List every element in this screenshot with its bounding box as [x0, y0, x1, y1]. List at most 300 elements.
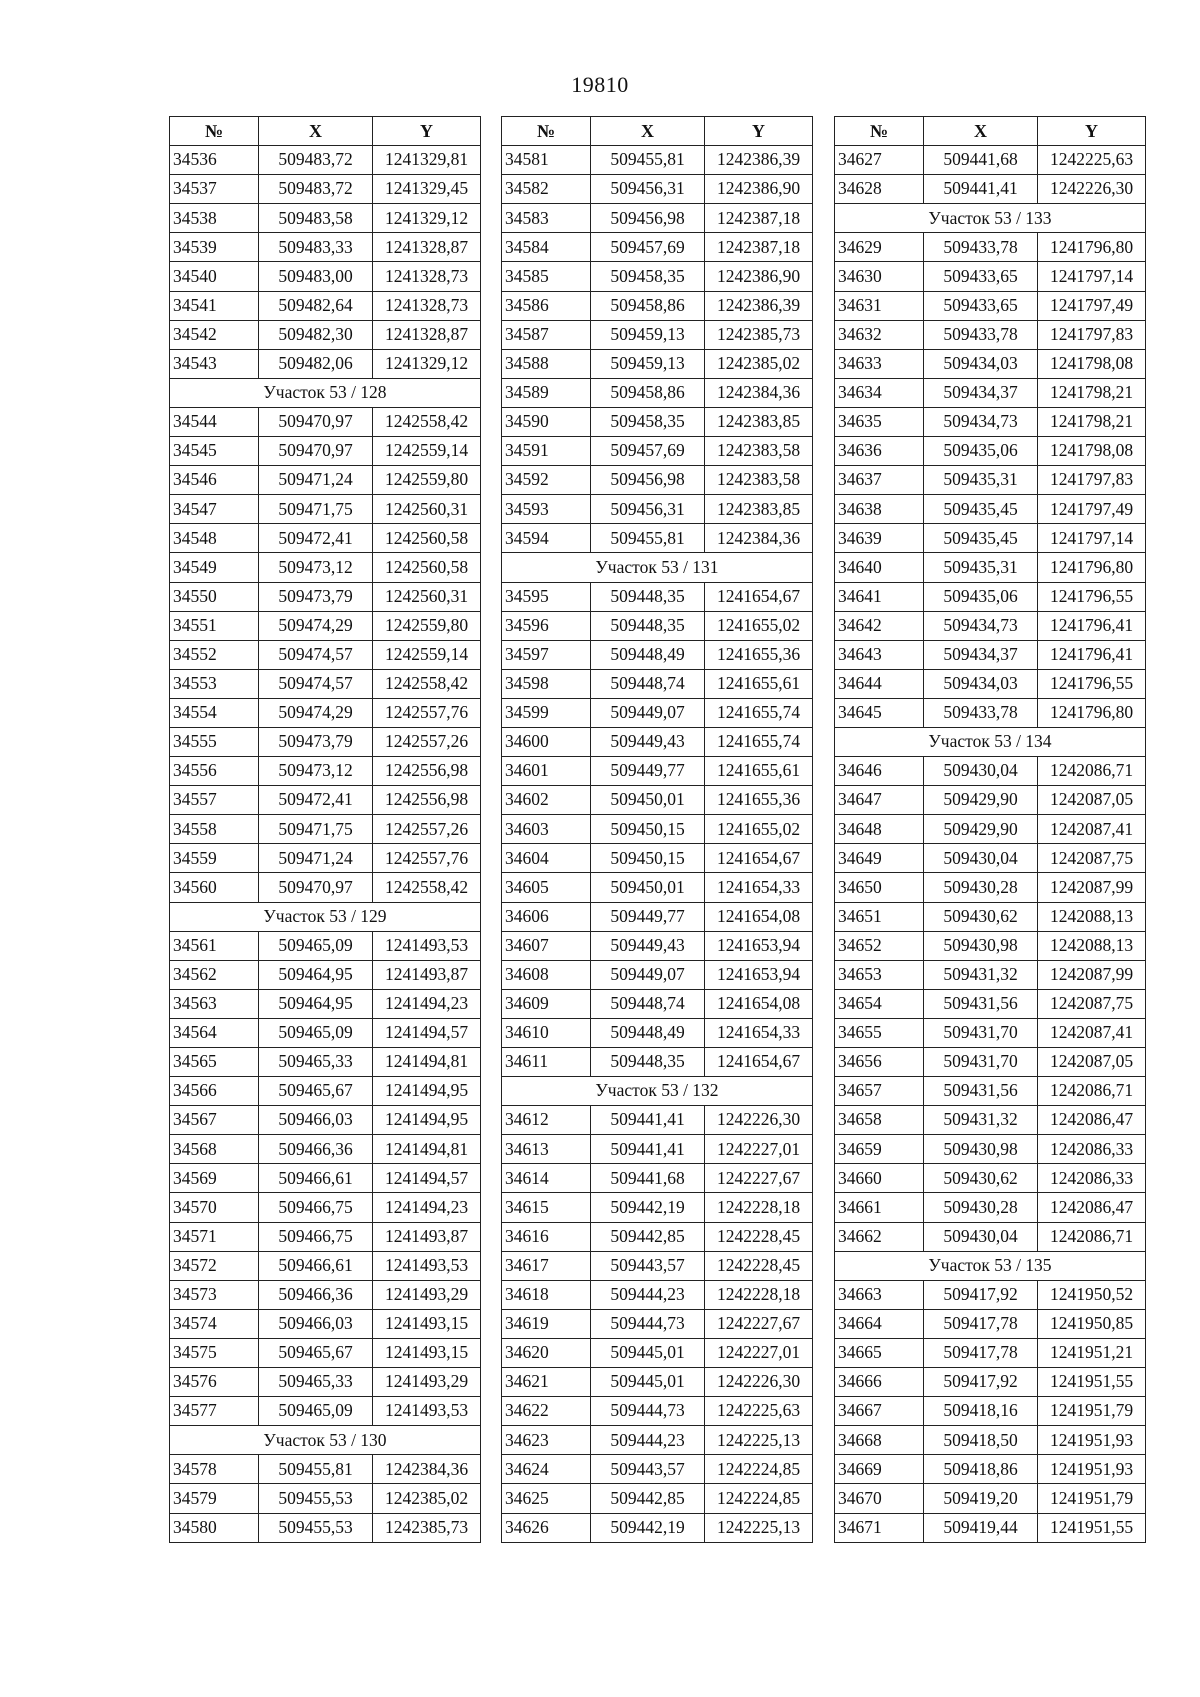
- x-coordinate-cell: 509450,15: [591, 844, 705, 873]
- point-number-cell: 34650: [835, 873, 924, 902]
- point-number-cell: 34554: [170, 698, 259, 727]
- y-coordinate-cell: 1241494,95: [373, 1106, 481, 1135]
- point-number-cell: 34591: [502, 437, 591, 466]
- x-coordinate-cell: 509465,67: [259, 1338, 373, 1367]
- x-coordinate-cell: 509449,07: [591, 698, 705, 727]
- table-row: [170, 669, 481, 698]
- point-number-cell: 34601: [502, 757, 591, 786]
- table-row: [502, 204, 813, 233]
- table-row: [835, 320, 1146, 349]
- y-coordinate-cell: 1242383,58: [705, 466, 813, 495]
- point-number-cell: 34597: [502, 640, 591, 669]
- point-number-cell: 34624: [502, 1455, 591, 1484]
- table-row: [502, 349, 813, 378]
- y-coordinate-cell: 1242224,85: [705, 1484, 813, 1513]
- table-row: [170, 727, 481, 756]
- x-coordinate-cell: 509434,73: [924, 407, 1038, 436]
- y-coordinate-cell: 1241493,15: [373, 1338, 481, 1367]
- table-row: [835, 669, 1146, 698]
- y-coordinate-cell: 1241797,83: [1038, 320, 1146, 349]
- y-coordinate-cell: 1241328,73: [373, 291, 481, 320]
- point-number-cell: 34662: [835, 1222, 924, 1251]
- y-coordinate-cell: 1241796,80: [1038, 233, 1146, 262]
- coordinate-table-1: [169, 116, 481, 1543]
- point-number-cell: 34570: [170, 1193, 259, 1222]
- point-number-cell: 34602: [502, 786, 591, 815]
- table-row: [835, 757, 1146, 786]
- header-number: №: [170, 117, 259, 146]
- point-number-cell: 34579: [170, 1484, 259, 1513]
- x-coordinate-cell: 509449,77: [591, 902, 705, 931]
- x-coordinate-cell: 509458,86: [591, 378, 705, 407]
- point-number-cell: 34595: [502, 582, 591, 611]
- table-row: [502, 1251, 813, 1280]
- table-row: [835, 815, 1146, 844]
- point-number-cell: 34596: [502, 611, 591, 640]
- y-coordinate-cell: 1242559,14: [373, 437, 481, 466]
- point-number-cell: 34623: [502, 1426, 591, 1455]
- section-header-row: [502, 553, 813, 582]
- x-coordinate-cell: 509483,00: [259, 262, 373, 291]
- section-title: Участок 53 / 131: [502, 553, 813, 582]
- table-row: [170, 640, 481, 669]
- y-coordinate-cell: 1241493,29: [373, 1280, 481, 1309]
- table-row: [835, 873, 1146, 902]
- table-row: [502, 1426, 813, 1455]
- section-title: Участок 53 / 134: [835, 727, 1146, 756]
- x-coordinate-cell: 509419,20: [924, 1484, 1038, 1513]
- table-row: [170, 262, 481, 291]
- page-number: 19810: [571, 72, 629, 97]
- x-coordinate-cell: 509441,41: [591, 1106, 705, 1135]
- x-coordinate-cell: 509431,70: [924, 1018, 1038, 1047]
- y-coordinate-cell: 1241797,49: [1038, 291, 1146, 320]
- table-row: [502, 1018, 813, 1047]
- y-coordinate-cell: 1242227,67: [705, 1309, 813, 1338]
- point-number-cell: 34594: [502, 524, 591, 553]
- x-coordinate-cell: 509450,01: [591, 786, 705, 815]
- point-number-cell: 34664: [835, 1309, 924, 1338]
- x-coordinate-cell: 509435,31: [924, 553, 1038, 582]
- table-row: [835, 931, 1146, 960]
- point-number-cell: 34637: [835, 466, 924, 495]
- header-x: X: [924, 117, 1038, 146]
- y-coordinate-cell: 1242386,39: [705, 146, 813, 175]
- y-coordinate-cell: 1242087,05: [1038, 1048, 1146, 1077]
- y-coordinate-cell: 1242386,39: [705, 291, 813, 320]
- table-row: [835, 1164, 1146, 1193]
- y-coordinate-cell: 1242224,85: [705, 1455, 813, 1484]
- table-row: [502, 640, 813, 669]
- point-number-cell: 34575: [170, 1338, 259, 1367]
- point-number-cell: 34593: [502, 495, 591, 524]
- table-row: [502, 669, 813, 698]
- table-row: [170, 1251, 481, 1280]
- x-coordinate-cell: 509444,23: [591, 1280, 705, 1309]
- table-row: [170, 495, 481, 524]
- table-header-row: [835, 117, 1146, 146]
- point-number-cell: 34636: [835, 437, 924, 466]
- y-coordinate-cell: 1241796,80: [1038, 553, 1146, 582]
- y-coordinate-cell: 1242086,47: [1038, 1193, 1146, 1222]
- x-coordinate-cell: 509483,33: [259, 233, 373, 262]
- x-coordinate-cell: 509448,49: [591, 1018, 705, 1047]
- point-number-cell: 34581: [502, 146, 591, 175]
- header-number: №: [835, 117, 924, 146]
- x-coordinate-cell: 509466,03: [259, 1309, 373, 1338]
- y-coordinate-cell: 1242556,98: [373, 786, 481, 815]
- x-coordinate-cell: 509464,95: [259, 989, 373, 1018]
- point-number-cell: 34643: [835, 640, 924, 669]
- table-row: [835, 582, 1146, 611]
- y-coordinate-cell: 1242086,71: [1038, 1222, 1146, 1251]
- x-coordinate-cell: 509430,04: [924, 757, 1038, 786]
- x-coordinate-cell: 509483,58: [259, 204, 373, 233]
- y-coordinate-cell: 1242557,76: [373, 844, 481, 873]
- x-coordinate-cell: 509466,61: [259, 1164, 373, 1193]
- point-number-cell: 34612: [502, 1106, 591, 1135]
- section-title: Участок 53 / 129: [170, 902, 481, 931]
- point-number-cell: 34665: [835, 1338, 924, 1367]
- x-coordinate-cell: 509434,73: [924, 611, 1038, 640]
- table-row: [835, 1484, 1146, 1513]
- y-coordinate-cell: 1242384,36: [705, 378, 813, 407]
- x-coordinate-cell: 509456,98: [591, 466, 705, 495]
- point-number-cell: 34645: [835, 698, 924, 727]
- y-coordinate-cell: 1241653,94: [705, 931, 813, 960]
- table-row: [170, 844, 481, 873]
- y-coordinate-cell: 1241654,33: [705, 1018, 813, 1047]
- point-number-cell: 34540: [170, 262, 259, 291]
- point-number-cell: 34589: [502, 378, 591, 407]
- x-coordinate-cell: 509448,35: [591, 1048, 705, 1077]
- y-coordinate-cell: 1241329,81: [373, 146, 481, 175]
- x-coordinate-cell: 509435,45: [924, 524, 1038, 553]
- table-row: [835, 698, 1146, 727]
- y-coordinate-cell: 1242557,26: [373, 815, 481, 844]
- x-coordinate-cell: 509431,32: [924, 1106, 1038, 1135]
- y-coordinate-cell: 1242385,02: [373, 1484, 481, 1513]
- x-coordinate-cell: 509417,78: [924, 1338, 1038, 1367]
- x-coordinate-cell: 509431,70: [924, 1048, 1038, 1077]
- point-number-cell: 34649: [835, 844, 924, 873]
- table-row: [502, 1309, 813, 1338]
- y-coordinate-cell: 1242225,13: [705, 1426, 813, 1455]
- y-coordinate-cell: 1242386,90: [705, 262, 813, 291]
- table-row: [170, 1193, 481, 1222]
- y-coordinate-cell: 1242384,36: [373, 1455, 481, 1484]
- point-number-cell: 34609: [502, 989, 591, 1018]
- y-coordinate-cell: 1242559,14: [373, 640, 481, 669]
- x-coordinate-cell: 509441,41: [924, 175, 1038, 204]
- table-row: [502, 1048, 813, 1077]
- table-row: [502, 727, 813, 756]
- point-number-cell: 34566: [170, 1077, 259, 1106]
- point-number-cell: 34536: [170, 146, 259, 175]
- table-row: [835, 466, 1146, 495]
- y-coordinate-cell: 1241796,80: [1038, 698, 1146, 727]
- x-coordinate-cell: 509449,43: [591, 727, 705, 756]
- point-number-cell: 34560: [170, 873, 259, 902]
- x-coordinate-cell: 509441,41: [591, 1135, 705, 1164]
- y-coordinate-cell: 1242558,42: [373, 873, 481, 902]
- point-number-cell: 34660: [835, 1164, 924, 1193]
- section-title: Участок 53 / 128: [170, 378, 481, 407]
- y-coordinate-cell: 1242384,36: [705, 524, 813, 553]
- y-coordinate-cell: 1241493,53: [373, 1251, 481, 1280]
- table-row: [170, 1280, 481, 1309]
- point-number-cell: 34642: [835, 611, 924, 640]
- x-coordinate-cell: 509418,50: [924, 1426, 1038, 1455]
- table-row: [502, 786, 813, 815]
- x-coordinate-cell: 509459,13: [591, 349, 705, 378]
- y-coordinate-cell: 1242226,30: [705, 1106, 813, 1135]
- point-number-cell: 34653: [835, 960, 924, 989]
- y-coordinate-cell: 1241328,73: [373, 262, 481, 291]
- x-coordinate-cell: 509470,97: [259, 437, 373, 466]
- point-number-cell: 34627: [835, 146, 924, 175]
- x-coordinate-cell: 509471,75: [259, 815, 373, 844]
- x-coordinate-cell: 509431,32: [924, 960, 1038, 989]
- x-coordinate-cell: 509466,36: [259, 1135, 373, 1164]
- x-coordinate-cell: 509473,79: [259, 727, 373, 756]
- x-coordinate-cell: 509473,12: [259, 757, 373, 786]
- y-coordinate-cell: 1242383,85: [705, 495, 813, 524]
- point-number-cell: 34648: [835, 815, 924, 844]
- table-row: [502, 931, 813, 960]
- point-number-cell: 34548: [170, 524, 259, 553]
- point-number-cell: 34587: [502, 320, 591, 349]
- point-number-cell: 34618: [502, 1280, 591, 1309]
- table-row: [502, 989, 813, 1018]
- table-row: [835, 553, 1146, 582]
- section-title: Участок 53 / 133: [835, 204, 1146, 233]
- section-header-row: [170, 378, 481, 407]
- table-row: [835, 524, 1146, 553]
- y-coordinate-cell: 1242086,33: [1038, 1135, 1146, 1164]
- x-coordinate-cell: 509444,73: [591, 1397, 705, 1426]
- point-number-cell: 34564: [170, 1018, 259, 1047]
- table-row: [502, 844, 813, 873]
- table-row: [835, 1106, 1146, 1135]
- y-coordinate-cell: 1241493,53: [373, 931, 481, 960]
- table-row: [170, 466, 481, 495]
- x-coordinate-cell: 509465,67: [259, 1077, 373, 1106]
- x-coordinate-cell: 509455,81: [591, 146, 705, 175]
- x-coordinate-cell: 509457,69: [591, 233, 705, 262]
- y-coordinate-cell: 1241494,57: [373, 1164, 481, 1193]
- table-row: [502, 1164, 813, 1193]
- point-number-cell: 34614: [502, 1164, 591, 1193]
- x-coordinate-cell: 509448,49: [591, 640, 705, 669]
- x-coordinate-cell: 509448,74: [591, 989, 705, 1018]
- point-number-cell: 34545: [170, 437, 259, 466]
- x-coordinate-cell: 509482,30: [259, 320, 373, 349]
- x-coordinate-cell: 509430,28: [924, 1193, 1038, 1222]
- point-number-cell: 34669: [835, 1455, 924, 1484]
- point-number-cell: 34615: [502, 1193, 591, 1222]
- table-row: [502, 1193, 813, 1222]
- y-coordinate-cell: 1241951,21: [1038, 1338, 1146, 1367]
- table-row: [170, 815, 481, 844]
- table-row: [835, 1338, 1146, 1367]
- table-row: [502, 378, 813, 407]
- table-row: [835, 233, 1146, 262]
- x-coordinate-cell: 509444,73: [591, 1309, 705, 1338]
- point-number-cell: 34592: [502, 466, 591, 495]
- x-coordinate-cell: 509459,13: [591, 320, 705, 349]
- table-row: [170, 873, 481, 902]
- x-coordinate-cell: 509442,19: [591, 1193, 705, 1222]
- x-coordinate-cell: 509418,16: [924, 1397, 1038, 1426]
- point-number-cell: 34605: [502, 873, 591, 902]
- point-number-cell: 34563: [170, 989, 259, 1018]
- point-number-cell: 34537: [170, 175, 259, 204]
- y-coordinate-cell: 1241493,53: [373, 1397, 481, 1426]
- x-coordinate-cell: 509472,41: [259, 786, 373, 815]
- point-number-cell: 34544: [170, 407, 259, 436]
- table-row: [170, 553, 481, 582]
- table-row: [835, 407, 1146, 436]
- table-row: [170, 698, 481, 727]
- y-coordinate-cell: 1241655,36: [705, 786, 813, 815]
- x-coordinate-cell: 509474,29: [259, 611, 373, 640]
- x-coordinate-cell: 509466,36: [259, 1280, 373, 1309]
- x-coordinate-cell: 509435,06: [924, 437, 1038, 466]
- y-coordinate-cell: 1241798,08: [1038, 437, 1146, 466]
- x-coordinate-cell: 509465,09: [259, 931, 373, 960]
- table-row: [502, 175, 813, 204]
- table-row: [502, 611, 813, 640]
- y-coordinate-cell: 1241797,49: [1038, 495, 1146, 524]
- y-coordinate-cell: 1241494,81: [373, 1135, 481, 1164]
- table-row: [502, 407, 813, 436]
- point-number-cell: 34667: [835, 1397, 924, 1426]
- table-row: [502, 757, 813, 786]
- table-row: [170, 1484, 481, 1513]
- table-row: [502, 233, 813, 262]
- point-number-cell: 34619: [502, 1309, 591, 1338]
- table-row: [835, 844, 1146, 873]
- table-row: [502, 873, 813, 902]
- table-row: [170, 757, 481, 786]
- section-header-row: [170, 902, 481, 931]
- table-row: [835, 146, 1146, 175]
- y-coordinate-cell: 1241493,15: [373, 1309, 481, 1338]
- x-coordinate-cell: 509474,57: [259, 640, 373, 669]
- x-coordinate-cell: 509443,57: [591, 1251, 705, 1280]
- table-row: [170, 320, 481, 349]
- y-coordinate-cell: 1241655,02: [705, 815, 813, 844]
- point-number-cell: 34607: [502, 931, 591, 960]
- table-row: [170, 1368, 481, 1397]
- point-number-cell: 34620: [502, 1338, 591, 1367]
- section-header-row: [502, 1077, 813, 1106]
- x-coordinate-cell: 509474,57: [259, 669, 373, 698]
- section-title: Участок 53 / 130: [170, 1426, 481, 1455]
- y-coordinate-cell: 1242226,30: [1038, 175, 1146, 204]
- x-coordinate-cell: 509449,07: [591, 960, 705, 989]
- header-x: X: [591, 117, 705, 146]
- point-number-cell: 34661: [835, 1193, 924, 1222]
- table-row: [835, 1135, 1146, 1164]
- x-coordinate-cell: 509433,78: [924, 698, 1038, 727]
- table-row: [835, 786, 1146, 815]
- x-coordinate-cell: 509418,86: [924, 1455, 1038, 1484]
- table-row: [835, 1077, 1146, 1106]
- x-coordinate-cell: 509434,03: [924, 349, 1038, 378]
- x-coordinate-cell: 509482,06: [259, 349, 373, 378]
- y-coordinate-cell: 1241329,12: [373, 349, 481, 378]
- table-row: [502, 1513, 813, 1542]
- table-row: [835, 1193, 1146, 1222]
- point-number-cell: 34539: [170, 233, 259, 262]
- table-header-row: [170, 117, 481, 146]
- y-coordinate-cell: 1241798,21: [1038, 407, 1146, 436]
- point-number-cell: 34613: [502, 1135, 591, 1164]
- x-coordinate-cell: 509483,72: [259, 146, 373, 175]
- point-number-cell: 34629: [835, 233, 924, 262]
- point-number-cell: 34550: [170, 582, 259, 611]
- point-number-cell: 34631: [835, 291, 924, 320]
- y-coordinate-cell: 1241655,02: [705, 611, 813, 640]
- point-number-cell: 34656: [835, 1048, 924, 1077]
- y-coordinate-cell: 1242383,85: [705, 407, 813, 436]
- y-coordinate-cell: 1241329,12: [373, 204, 481, 233]
- y-coordinate-cell: 1242557,26: [373, 727, 481, 756]
- table-row: [502, 320, 813, 349]
- table-row: [502, 902, 813, 931]
- x-coordinate-cell: 509449,43: [591, 931, 705, 960]
- x-coordinate-cell: 509430,62: [924, 902, 1038, 931]
- point-number-cell: 34574: [170, 1309, 259, 1338]
- point-number-cell: 34641: [835, 582, 924, 611]
- table-row: [170, 989, 481, 1018]
- header-x: X: [259, 117, 373, 146]
- y-coordinate-cell: 1241654,67: [705, 1048, 813, 1077]
- table-row: [835, 960, 1146, 989]
- table-row: [502, 1222, 813, 1251]
- point-number-cell: 34556: [170, 757, 259, 786]
- x-coordinate-cell: 509429,90: [924, 815, 1038, 844]
- y-coordinate-cell: 1242227,01: [705, 1135, 813, 1164]
- y-coordinate-cell: 1242560,31: [373, 582, 481, 611]
- x-coordinate-cell: 509466,03: [259, 1106, 373, 1135]
- x-coordinate-cell: 509442,85: [591, 1484, 705, 1513]
- y-coordinate-cell: 1242225,63: [705, 1397, 813, 1426]
- point-number-cell: 34538: [170, 204, 259, 233]
- point-number-cell: 34616: [502, 1222, 591, 1251]
- x-coordinate-cell: 509455,53: [259, 1513, 373, 1542]
- table-row: [502, 1280, 813, 1309]
- table-row: [835, 175, 1146, 204]
- x-coordinate-cell: 509456,31: [591, 495, 705, 524]
- table-row: [502, 1106, 813, 1135]
- table-row: [835, 1048, 1146, 1077]
- x-coordinate-cell: 509472,41: [259, 524, 373, 553]
- point-number-cell: 34562: [170, 960, 259, 989]
- table-row: [502, 815, 813, 844]
- y-coordinate-cell: 1241797,14: [1038, 262, 1146, 291]
- point-number-cell: 34565: [170, 1048, 259, 1077]
- y-coordinate-cell: 1242385,02: [705, 349, 813, 378]
- y-coordinate-cell: 1242228,45: [705, 1251, 813, 1280]
- point-number-cell: 34659: [835, 1135, 924, 1164]
- point-number-cell: 34651: [835, 902, 924, 931]
- y-coordinate-cell: 1241494,57: [373, 1018, 481, 1047]
- table-row: [170, 960, 481, 989]
- y-coordinate-cell: 1242556,98: [373, 757, 481, 786]
